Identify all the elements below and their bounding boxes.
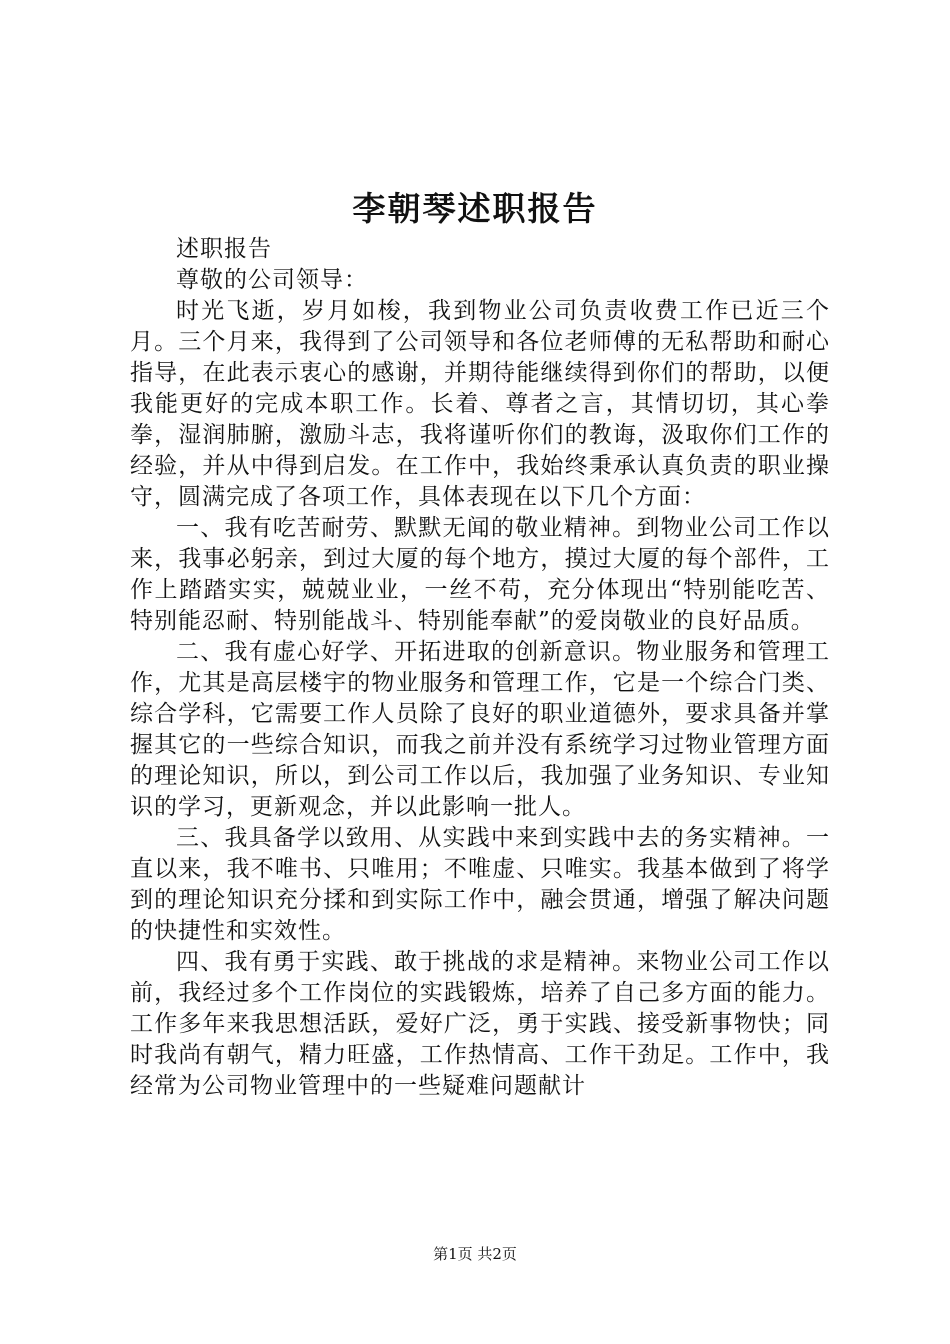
body-paragraph-salutation: 尊敬的公司领导： xyxy=(176,267,368,293)
document-body xyxy=(130,234,830,1102)
body-paragraph-intro: 时光飞逝，岁月如梭，我到物业公司负责收费工作已近三个月。三个月来，我得到了公司领导和各位老师傅的无私帮助和耐心指导，在此表示衷心的感谢，并期待能继续得到你们的帮助，以便我能更好的完成本职工作。长着、尊者之言，其情切切，其心拳拳，湿润肺腑，激励斗志，我将谨听你们的教诲，汲取你们工作的经验，并从中得到启发。在工作中，我始终秉承认真负责的职业操守，圆满完成了各项工作，具体表现在以下几个方面： xyxy=(130,298,830,510)
body-paragraph-point-3: 三、我具备学以致用、从实践中来到实践中去的务实精神。一直以来，我不唯书、只唯用；不唯虚、只唯实。我基本做到了将学到的理论知识充分揉和到实际工作中，融会贯通，增强了解决问题的快捷性和实效性。 xyxy=(130,825,830,944)
body-paragraph-point-2: 二、我有虚心好学、开拓进取的创新意识。物业服务和管理工作，尤其是高层楼宇的物业服务和管理工作，它是一个综合门类、综合学科，它需要工作人员除了良好的职业道德外，要求具备并掌握其它的一些综合知识，而我之前并没有系统学习过物业管理方面的理论知识，所以，到公司工作以后，我加强了业务知识、专业知识的学习，更新观念，并以此影响一批人。 xyxy=(130,639,830,820)
body-paragraph-point-1: 一、我有吃苦耐劳、默默无闻的敬业精神。到物业公司工作以来，我事必躬亲，到过大厦的每个地方，摸过大厦的每个部件，工作上踏踏实实，兢兢业业，一丝不苟，充分体现出“特别能吃苦、特别能忍耐、特别能战斗、特别能奉献”的爱岗敬业的良好品质。 xyxy=(130,515,830,634)
body-paragraph-heading: 述职报告 xyxy=(176,236,272,262)
page-footer: 第1页 共2页 xyxy=(433,1245,517,1263)
document-title: 李朝琴述职报告 xyxy=(352,189,598,228)
body-paragraph-point-4: 四、我有勇于实践、敢于挑战的求是精神。来物业公司工作以前，我经过多个工作岗位的实践锻炼，培养了自己多方面的能力。工作多年来我思想活跃，爱好广泛，勇于实践、接受新事物快；同时我尚有朝气，精力旺盛，工作热情高、工作干劲足。工作中，我经常为公司物业管理中的一些疑难问题献计 xyxy=(130,949,830,1099)
